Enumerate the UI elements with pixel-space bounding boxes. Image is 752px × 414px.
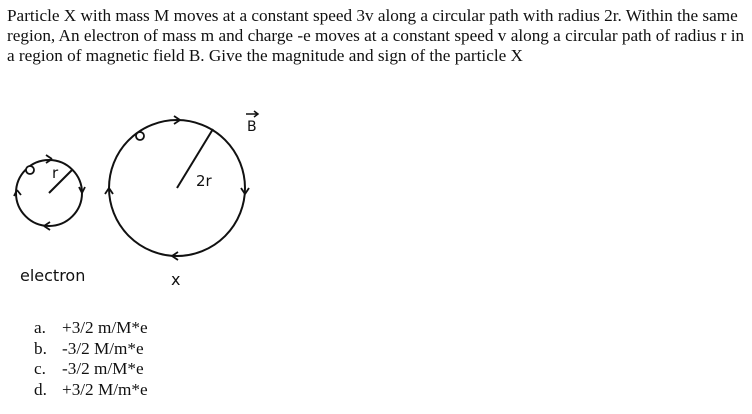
magnetic-field-label (246, 111, 258, 135)
option-a[interactable] (34, 318, 148, 339)
question-text: Particle X with mass M moves at a constant speed 3v along a circular path with radius 2r. Within the same region, An electron of mass m and charge -e moves at a constant speed v along a circular path of radius r in a region of magnetic field B. Give the magnitude and sign of the particle X (7, 6, 745, 65)
option-b[interactable] (34, 339, 148, 360)
option-text: +3/2 M/m*e (62, 379, 148, 399)
particle-x-marker (136, 132, 144, 140)
answer-options (34, 318, 148, 400)
electron-label: electron (20, 266, 86, 285)
option-d[interactable] (34, 380, 148, 401)
particle-x-orbit (105, 116, 249, 260)
option-c[interactable] (34, 359, 148, 380)
small-radius-label: r (52, 164, 59, 182)
vector-arrow-icon (246, 111, 258, 117)
large-radius-label: 2r (196, 172, 212, 190)
option-text: +3/2 m/M*e (62, 318, 148, 337)
option-text: -3/2 m/M*e (62, 359, 144, 378)
particle-x-label: x (171, 270, 181, 289)
arrow-left-icon (14, 190, 21, 196)
option-letter: d. (34, 379, 47, 399)
circular-motion-figure (0, 100, 752, 300)
electron-marker (26, 166, 34, 174)
option-letter: b. (34, 338, 47, 358)
option-text: -3/2 M/m*e (62, 338, 144, 358)
option-letter: c. (34, 359, 46, 378)
option-letter: a. (34, 318, 46, 337)
field-label: B (247, 119, 257, 135)
electron-orbit (14, 155, 85, 230)
